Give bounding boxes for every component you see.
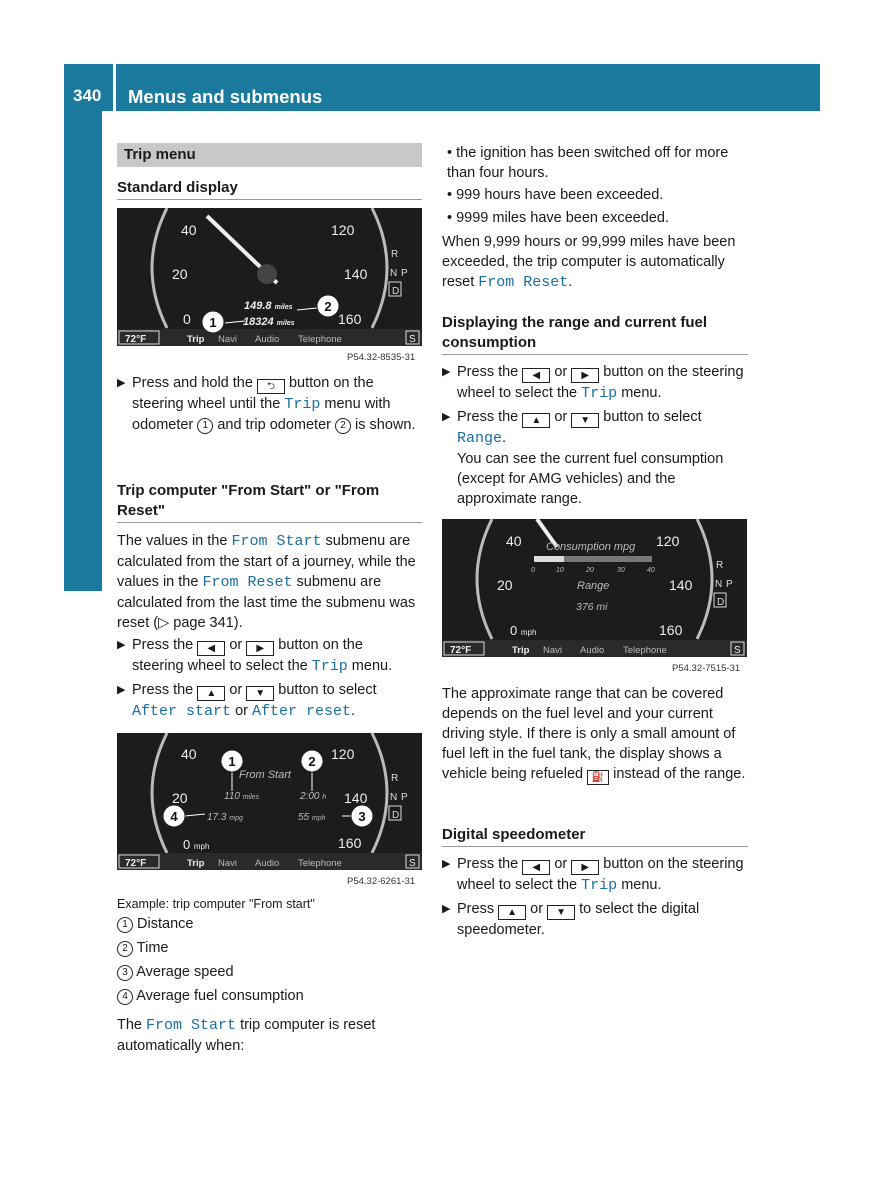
svg-text:160: 160: [659, 622, 683, 638]
svg-text:Trip: Trip: [512, 645, 530, 656]
down-button-icon: ▼: [547, 905, 575, 920]
section-heading: Trip menu: [117, 143, 422, 167]
svg-text:120: 120: [656, 533, 680, 549]
instrument-cluster-drawing: [117, 208, 422, 346]
svg-text:0: 0: [183, 311, 191, 327]
svg-text:Telephone: Telephone: [298, 858, 342, 869]
svg-text:Audio: Audio: [255, 334, 280, 345]
instruction-1: Press and hold the ⮌ button on the steering wheel until the Trip menu with odometer 1 and trip odometer 2 is shown.: [132, 375, 416, 433]
svg-text:4: 4: [170, 809, 178, 824]
left-button-icon: ◀: [197, 641, 225, 656]
heading-standard-display: Standard display: [117, 178, 422, 200]
paragraph-auto-reset: When 9,999 hours or 99,999 miles have been exceeded, the trip computer is automatically reset From Reset.: [442, 234, 736, 291]
svg-text:0: 0: [531, 567, 535, 574]
svg-text:N: N: [390, 792, 398, 803]
left-button-icon: ◀: [522, 368, 550, 383]
svg-text:Navi: Navi: [218, 334, 238, 345]
svg-text:110 miles: 110 miles: [224, 791, 260, 802]
up-button-icon: ▲: [197, 686, 225, 701]
svg-text:72°F: 72°F: [125, 858, 147, 869]
svg-text:1: 1: [228, 754, 236, 769]
heading-range: Displaying the range and current fuel consumption: [442, 313, 748, 355]
svg-text:Audio: Audio: [255, 858, 280, 869]
svg-text:Navi: Navi: [218, 858, 238, 869]
svg-text:0 mph: 0 mph: [510, 623, 537, 638]
up-button-icon: ▲: [498, 905, 526, 920]
instrument-cluster-drawing: [117, 733, 422, 870]
svg-text:R: R: [716, 560, 724, 571]
svg-text:3: 3: [358, 809, 366, 824]
svg-text:S: S: [734, 645, 741, 656]
right-button-icon: ▶: [246, 641, 274, 656]
legend-item: 2 Time: [117, 938, 168, 958]
svg-text:17.3 mpg: 17.3 mpg: [207, 812, 243, 823]
paragraph-reset: The From Start trip computer is reset automatically when:: [117, 1017, 376, 1054]
instruction-r2: Press the ▲ or ▼ button to select Range. You can see the current fuel consumption (except for AMG vehicles) and the approximate range.: [457, 409, 724, 507]
svg-text:R: R: [391, 773, 399, 784]
left-button-icon: ◀: [522, 860, 550, 875]
instruction-3: Press the ▲ or ▼ button to select After start or After reset.: [132, 682, 377, 720]
svg-text:72°F: 72°F: [450, 645, 472, 656]
bullet-item: • the ignition has been switched off for more than four hours.: [447, 145, 729, 181]
down-button-icon: ▼: [246, 686, 274, 701]
paragraph-range: The approximate range that can be covered depends on the fuel level and your current driving style. If there is only a small amount of fuel left in the fuel tank, the display shows a vehicle being refueled ⛽ instead of the range.: [442, 686, 746, 783]
svg-text:160: 160: [338, 311, 362, 327]
svg-text:40: 40: [647, 567, 655, 574]
svg-text:20: 20: [172, 790, 188, 806]
svg-text:Trip: Trip: [187, 334, 205, 345]
svg-text:Consumption mpg: Consumption mpg: [546, 541, 636, 553]
right-button-icon: ▶: [571, 368, 599, 383]
svg-text:N: N: [390, 268, 398, 279]
figure-id: P54.32-8535-31: [347, 352, 416, 363]
svg-text:72°F: 72°F: [125, 334, 147, 345]
svg-text:P: P: [401, 268, 408, 279]
svg-text:R: R: [391, 249, 399, 260]
svg-text:40: 40: [181, 222, 197, 238]
svg-text:140: 140: [344, 790, 368, 806]
svg-text:Navi: Navi: [543, 645, 563, 656]
svg-text:Range: Range: [577, 580, 610, 592]
svg-text:55 mph: 55 mph: [298, 812, 326, 823]
svg-text:D: D: [392, 286, 400, 297]
back-button-icon: ⮌: [257, 379, 285, 394]
svg-text:P: P: [726, 579, 733, 590]
svg-text:2: 2: [308, 754, 316, 769]
svg-text:2:00 h: 2:00 h: [300, 791, 327, 802]
figure-caption: Example: trip computer "From start": [117, 897, 315, 911]
svg-text:1: 1: [209, 315, 217, 330]
down-button-icon: ▼: [571, 413, 599, 428]
page-title: Menus and submenus: [128, 86, 323, 107]
dashboard-figure-standard: [117, 208, 422, 346]
svg-text:Telephone: Telephone: [623, 645, 667, 656]
svg-text:140: 140: [669, 577, 693, 593]
side-title: On-board computer and displays: [71, 161, 94, 491]
svg-text:D: D: [392, 810, 400, 821]
svg-text:20: 20: [586, 567, 594, 574]
svg-text:Trip: Trip: [187, 858, 205, 869]
svg-text:30: 30: [617, 567, 625, 574]
bullet-item: • 999 hours have been exceeded.: [447, 187, 664, 203]
svg-text:20: 20: [172, 266, 188, 282]
dashboard-figure-from-start: [117, 733, 422, 870]
instruction-r3: Press the ◀ or ▶ button on the steering wheel to select the Trip menu.: [457, 856, 744, 894]
instrument-cluster-drawing: [442, 519, 747, 657]
svg-text:120: 120: [331, 746, 355, 762]
svg-text:149.8 miles: 149.8 miles: [244, 300, 293, 312]
svg-text:140: 140: [344, 266, 368, 282]
svg-text:120: 120: [331, 222, 355, 238]
bullet-item: • 9999 miles have been exceeded.: [447, 210, 669, 226]
figure-id: P54.32-6261-31: [347, 876, 416, 887]
instruction-2: Press the ◀ or ▶ button on the steering wheel to select the Trip menu.: [132, 637, 393, 675]
svg-text:Telephone: Telephone: [298, 334, 342, 345]
svg-text:376 mi: 376 mi: [576, 601, 608, 613]
heading-trip-computer: Trip computer "From Start" or "From Reset": [117, 481, 422, 523]
paragraph-from-start: The values in the From Start submenu are calculated from the start of a journey, while the values in the From Reset submenu are calculated from the last time the submenu was reset (▷ page 341).: [117, 533, 416, 631]
refuel-icon: ⛽: [587, 770, 609, 785]
figure-id: P54.32-7515-31: [672, 663, 741, 674]
svg-text:2: 2: [324, 299, 332, 314]
svg-text:40: 40: [506, 533, 522, 549]
instruction-r1: Press the ◀ or ▶ button on the steering wheel to select the Trip menu.: [457, 364, 744, 402]
svg-text:S: S: [409, 858, 416, 869]
heading-digital-speedometer: Digital speedometer: [442, 825, 748, 847]
legend-item: 3 Average speed: [117, 962, 234, 982]
svg-text:From Start: From Start: [239, 769, 291, 781]
legend-item: 4 Average fuel consumption: [117, 986, 304, 1006]
svg-text:Audio: Audio: [580, 645, 605, 656]
svg-text:D: D: [717, 597, 725, 608]
up-button-icon: ▲: [522, 413, 550, 428]
svg-text:N: N: [715, 579, 723, 590]
legend-item: 1 Distance: [117, 914, 193, 934]
svg-text:S: S: [409, 334, 416, 345]
svg-text:40: 40: [181, 746, 197, 762]
svg-text:10: 10: [556, 567, 564, 574]
page-number: 340: [64, 64, 116, 111]
svg-text:P: P: [401, 792, 408, 803]
svg-text:18324 miles: 18324 miles: [243, 316, 295, 328]
svg-text:160: 160: [338, 835, 362, 851]
svg-text:0 mph: 0 mph: [183, 837, 210, 852]
instruction-r4: Press ▲ or ▼ to select the digital speedometer.: [457, 901, 700, 938]
dashboard-figure-range: [442, 519, 747, 657]
svg-text:20: 20: [497, 577, 513, 593]
right-button-icon: ▶: [571, 860, 599, 875]
